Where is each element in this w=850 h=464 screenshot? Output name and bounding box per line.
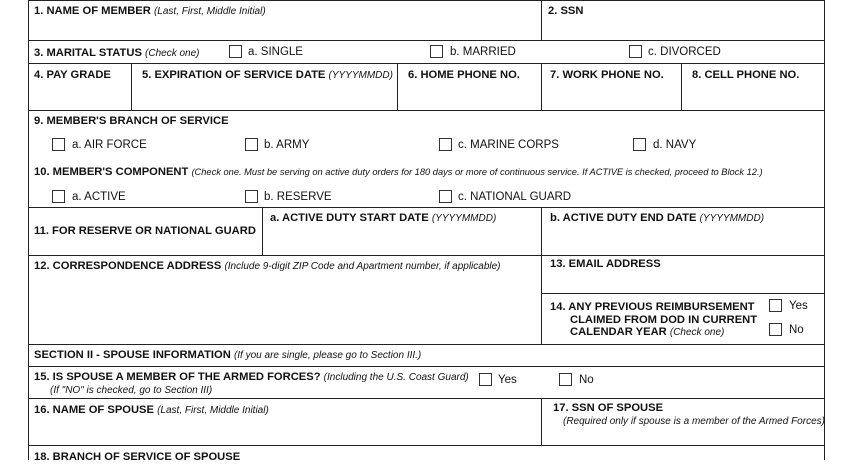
branch-of-service-label: 9. MEMBER'S BRANCH OF SERVICE	[34, 115, 229, 127]
spouse-branch-label: 18. BRANCH OF SERVICE OF SPOUSE	[34, 451, 241, 463]
reserve-national-guard-label: 11. FOR RESERVE OR NATIONAL GUARD	[34, 225, 256, 237]
marine-corps-option-label: c. MARINE CORPS	[458, 139, 559, 151]
army-option-label: b. ARMY	[264, 139, 310, 151]
active-checkbox[interactable]	[52, 190, 65, 203]
spouse-name-label: 16. NAME OF SPOUSE (Last, First, Middle Initial)	[34, 404, 269, 416]
section-2-heading: SECTION II - SPOUSE INFORMATION (If you are single, please go to Section III.)	[34, 349, 422, 361]
single-option-label: a. SINGLE	[248, 46, 303, 58]
married-checkbox[interactable]	[430, 45, 443, 58]
spouse-member-yes-checkbox[interactable]	[479, 373, 492, 386]
spouse-ssn-hint: (Required only if spouse is a member of the Armed Forces)	[563, 416, 825, 427]
single-checkbox[interactable]	[229, 45, 242, 58]
home-phone-label: 6. HOME PHONE NO.	[408, 69, 520, 81]
reimbursement-yes-label: Yes	[789, 300, 808, 312]
air-force-checkbox[interactable]	[52, 138, 65, 151]
navy-checkbox[interactable]	[633, 138, 646, 151]
reserve-option-label: b. RESERVE	[264, 191, 332, 203]
email-address-label: 13. EMAIL ADDRESS	[550, 258, 661, 270]
army-checkbox[interactable]	[245, 138, 258, 151]
reimbursement-yes-checkbox[interactable]	[769, 299, 782, 312]
spouse-member-yes-label: Yes	[498, 374, 517, 386]
spouse-member-no-checkbox[interactable]	[559, 373, 572, 386]
active-option-label: a. ACTIVE	[72, 191, 126, 203]
name-of-member-label: 1. NAME OF MEMBER (Last, First, Middle Initial)	[34, 5, 266, 17]
ssn-label: 2. SSN	[548, 5, 584, 17]
marital-status-label: 3. MARITAL STATUS (Check one)	[34, 47, 200, 59]
reimbursement-no-checkbox[interactable]	[769, 323, 782, 336]
member-component-label: 10. MEMBER'S COMPONENT (Check one. Must be serving on active duty orders for 180 days or more of continuous service. If ACTIVE is checked, proceed to Block 12.)	[34, 166, 763, 178]
national-guard-checkbox[interactable]	[439, 190, 452, 203]
pay-grade-label: 4. PAY GRADE	[34, 69, 111, 81]
spouse-member-question: 15. IS SPOUSE A MEMBER OF THE ARMED FORCES? (Including the U.S. Coast Guard)	[34, 371, 469, 383]
reimbursement-no-label: No	[789, 324, 804, 336]
divorced-option-label: c. DIVORCED	[648, 46, 721, 58]
active-duty-end-label: b. ACTIVE DUTY END DATE (YYYYMMDD)	[550, 212, 765, 224]
spouse-ssn-label: 17. SSN OF SPOUSE	[553, 402, 664, 414]
reserve-checkbox[interactable]	[245, 190, 258, 203]
cell-phone-label: 8. CELL PHONE NO.	[692, 69, 800, 81]
previous-reimbursement-label-2: CLAIMED FROM DOD IN CURRENT	[570, 314, 758, 326]
spouse-member-hint: (If "NO" is checked, go to Section III)	[50, 385, 213, 396]
previous-reimbursement-label-3: CALENDAR YEAR (Check one)	[570, 326, 725, 338]
married-option-label: b. MARRIED	[450, 46, 516, 58]
correspondence-address-label: 12. CORRESPONDENCE ADDRESS (Include 9-digit ZIP Code and Apartment number, if applicable)	[34, 260, 501, 272]
marine-corps-checkbox[interactable]	[439, 138, 452, 151]
divorced-checkbox[interactable]	[629, 45, 642, 58]
national-guard-option-label: c. NATIONAL GUARD	[458, 191, 572, 203]
spouse-member-no-label: No	[579, 374, 594, 386]
navy-option-label: d. NAVY	[653, 139, 697, 151]
expiration-date-label: 5. EXPIRATION OF SERVICE DATE (YYYYMMDD)	[142, 69, 393, 81]
previous-reimbursement-label-1: 14. ANY PREVIOUS REIMBURSEMENT	[550, 301, 755, 313]
work-phone-label: 7. WORK PHONE NO.	[550, 69, 664, 81]
air-force-option-label: a. AIR FORCE	[72, 139, 147, 151]
active-duty-start-label: a. ACTIVE DUTY START DATE (YYYYMMDD)	[270, 212, 497, 224]
